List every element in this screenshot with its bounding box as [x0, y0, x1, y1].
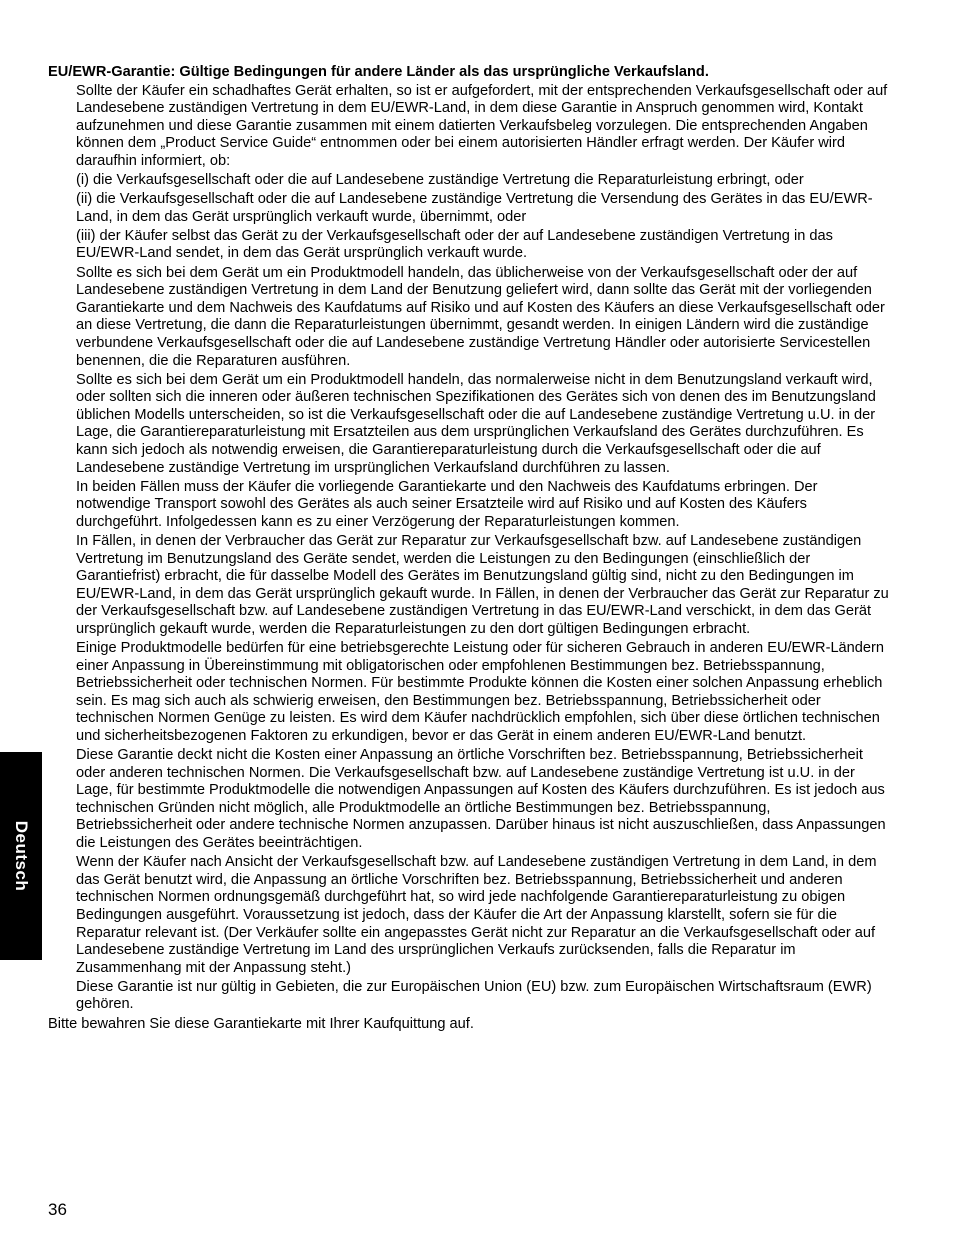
- paragraph-conditions: In Fällen, in denen der Verbraucher das Gerät zur Reparatur zur Verkaufsgesellschaft bzw. auf Landesebene zuständigen Vertretung im Benutzungsland des Geräte sendet, werden die Leistungen zu den Bedingungen (einschließlich der Garantiefrist) erbracht, die für dasselbe Modell des Gerätes im Benutzungsland gültig sind, nicht zu den Bedingungen im EU/EWR-Land, in dem das Gerät ursprünglich gekauft wurde. In Fällen, in denen der Verbraucher das Gerät zur Reparatur zu der Verkaufsgesellschaft bzw. auf Landesebene zuständigen Vertretung in das EU/EWR-Land verschickt, in dem das Gerät ursprünglich gekauft wurde, werden die Reparaturleistungen zu den dort gültigen Bedingungen erbracht.: [76, 532, 889, 637]
- paragraph-validity: Diese Garantie ist nur gültig in Gebieten, die zur Europäischen Union (EU) bzw. zum Europäischen Wirtschaftsraum (EWR) gehören.: [76, 978, 872, 1013]
- paragraph-both-cases: In beiden Fällen muss der Käufer die vorliegende Garantiekarte und den Nachweis des Kaufdatums erbringen. Der notwendige Transport sowohl des Gerätes als auch seiner Ersatzteile wird auf Risiko und auf Kosten des Käufers durchgeführt. Infolgedessen kann es zu einer Verzögerung der Reparaturleistungen kommen.: [76, 478, 818, 530]
- paragraph-option-iii: (iii) der Käufer selbst das Gerät zu der Verkaufsgesellschaft oder der auf Landesebene zuständigen Vertretung in das EU/EWR-Land sendet, in dem das Gerät ursprünglich verkauft wurde.: [76, 227, 833, 262]
- paragraph-adaptation: Einige Produktmodelle bedürfen für eine betriebsgerechte Leistung oder für sicheren Gebrauch in anderen EU/EWR-Ländern einer Anpassung in Übereinstimmung mit obligatorischen oder empfohlenen Bestimmungen bez. Betriebsspannung, Betriebssicherheit oder technischen Normen. Für bestimmte Produkte können die Kosten einer solchen Anpassung erheblich sein. Es mag sich auch als schwierig erweisen, den Bestimmungen bez. Betriebsspannung, Betriebssicherheit oder technischen Normen Genüge zu leisten. Es wird dem Käufer nachdrücklich empfohlen, sich über diese örtlichen technischen und sicherheitsbezogenen Faktoren zu erkundigen, bevor er das Gerät in einem anderen EU/EWR-Land benutzt.: [76, 640, 885, 744]
- page-number: 36: [48, 1200, 67, 1219]
- paragraph-unusual-model: Sollte es sich bei dem Gerät um ein Produktmodell handeln, das normalerweise nicht in dem Benutzungsland verkauft wird, oder sollten sich die inneren oder äußeren technischen Spezifikationen des Gerätes sich von denen des im Benutzungsland üblichen Modells unterscheiden, so ist die Verkaufsgesellschaft oder die auf Landesebene zuständige Vertretung u.U. in der Lage, die Garantiereparaturleistung mit Ersatzteilen aus dem ursprünglichen Verkaufsland des Gerätes durchzuführen. Es kann sich jedoch als notwendig erweisen, die Garantiereparaturleistung durch die Verkaufsgesellschaft oder die auf Landesebene zuständige Vertretung im ursprünglichen Verkaufsland durchführen zu lassen.: [76, 371, 876, 476]
- paragraph-adapted-device: Wenn der Käufer nach Ansicht der Verkaufsgesellschaft bzw. auf Landesebene zuständigen Vertretung in dem Land, in dem das Gerät benutzt wird, die Anpassung an örtliche Vorschriften bez. Betriebsspannung, Betriebssicherheit und anderen technischen Normen ordnungsgemäß durchgeführt hat, so wird jede nachfolgende Garantiereparaturleistung zu obigen Bedingungen ausgeführt. Voraussetzung ist jedoch, dass der Käufer die Art der Anpassung klarstellt, sofern sie für die Reparatur relevant ist. (Der Verkäufer sollte ein angepasstes Gerät nicht zur Reparatur an die Verkaufsgesellschaft oder auf Landesebene zuständige Vertretung im Land des ursprünglichen Verkaufs zurücksenden, falls die Reparatur im Zusammenhang mit der Anpassung steht.): [76, 854, 877, 976]
- keep-card-note: Bitte bewahren Sie diese Garantiekarte mit Ihrer Kaufquittung auf.: [48, 1015, 474, 1032]
- paragraph-costs: Diese Garantie deckt nicht die Kosten einer Anpassung an örtliche Vorschriften bez. Betriebsspannung, Betriebssicherheit oder anderen technischen Normen. Die Verkaufsgesellschaft bzw. auf Landesebene zuständige Vertretung ist u.U. in der Lage, für bestimmte Produktmodelle die notwendigen Anpassungen auf Kosten des Käufers durchzuführen. Es ist jedoch aus technischen Gründen nicht möglich, alle Produktmodelle an örtliche Bestimmungen bez. Betriebsspannung, Betriebssicherheit oder andere technische Normen anzupassen. Darüber hinaus ist nicht auszuschließen, dass Anpassungen die Leistungen des Gerätes beeinträchtigen.: [76, 747, 886, 852]
- paragraph-option-i: (i) die Verkaufsgesellschaft oder die auf Landesebene zuständige Vertretung die Reparaturleistung erbringt, oder: [76, 172, 804, 189]
- paragraph-contact: Sollte der Käufer ein schadhaftes Gerät erhalten, so ist er aufgefordert, mit der entsprechenden Verkaufsgesellschaft oder auf Landesebene zuständigen Vertretung in dem EU/EWR-Land, in dem diese Garantie in Anspruch genommen wird, Kontakt aufzunehmen und diese Garantie zusammen mit einem datierten Verkaufsbeleg vorzulegen. Die entsprechenden Angaben können dem „Product Service Guide“ entnommen oder bei einem autorisierten Händler erfragt werden. Der Käufer wird daraufhin informiert, ob:: [76, 82, 888, 169]
- paragraph-option-ii: (ii) die Verkaufsgesellschaft oder die auf Landesebene zuständige Vertretung die Versendung des Gerätes in das EU/EWR-Land, in dem das Gerät ursprünglich verkauft wurde, übernimmt, oder: [76, 191, 873, 225]
- document-body: [48, 64, 890, 1034]
- paragraph-usual-model: Sollte es sich bei dem Gerät um ein Produktmodell handeln, das üblicherweise von der Verkaufsgesellschaft oder der auf Landesebene zuständigen Vertretung in dem Land der Benutzung geliefert wird, dann sollte das Gerät mit der vorliegenden Garantiekarte und dem Nachweis des Kaufdatums auf Risiko und auf Kosten des Käufers an diese Verkaufsgesellschaft oder an diese Vertretung, die dann die Reparaturleistungen übernimmt, gesandt werden. In einigen Ländern wird die zuständige verbundene Verkaufsgesellschaft oder die auf Landesebene zuständige Vertretung Händler oder autorisierte Servicestellen benennen, die die Reparaturen ausführen.: [76, 264, 885, 369]
- section-heading: EU/EWR-Garantie: Gültige Bedingungen für andere Länder als das ursprüngliche Verkaufsland.: [48, 64, 709, 80]
- language-side-tab: [0, 752, 42, 960]
- language-tab-label: Deutsch: [12, 820, 31, 892]
